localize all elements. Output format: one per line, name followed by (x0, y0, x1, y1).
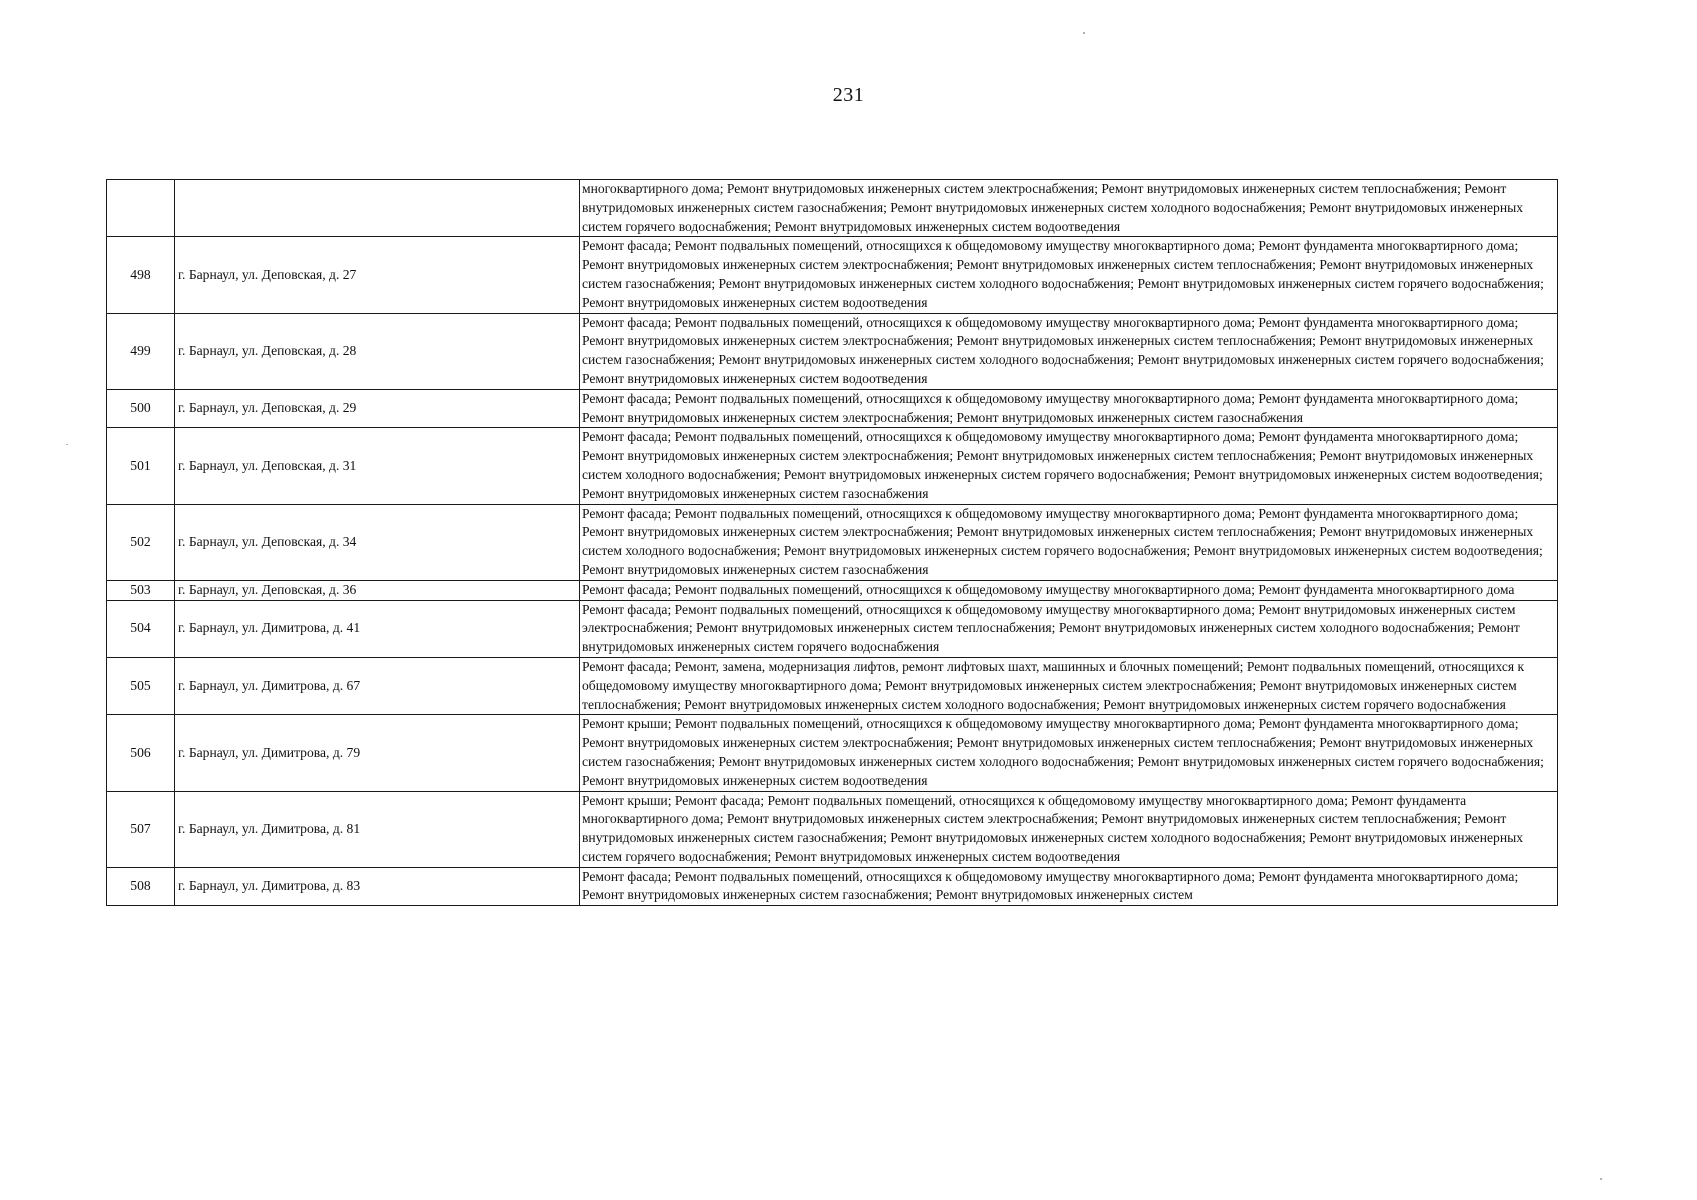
row-works: Ремонт фасада; Ремонт подвальных помещений, относящихся к общедомовому имуществу многоквартирного дома; Ремонт фундамента многоквартирного дома (580, 580, 1558, 600)
row-works: Ремонт фасада; Ремонт подвальных помещений, относящихся к общедомовому имуществу многоквартирного дома; Ремонт фундамента многоквартирного дома; Ремонт внутридомовых инженерных систем электроснабжения; Ремонт внутридомовых инженерных систем теплоснабжения; Ремонт внутридомовых инженерных систем газоснабжения; Ремонт внутридомовых инженерных систем холодного водоснабжения; Ремонт внутридомовых инженерных систем горячего водоснабжения; Ремонт внутридомовых инженерных систем водоотведения (580, 237, 1558, 313)
table-row (107, 580, 1558, 600)
row-number: 498 (107, 237, 175, 313)
table-row (107, 389, 1558, 428)
row-address: г. Барнаул, ул. Деповская, д. 36 (175, 580, 580, 600)
row-address: г. Барнаул, ул. Деповская, д. 28 (175, 313, 580, 389)
row-number: 500 (107, 389, 175, 428)
row-works: многоквартирного дома; Ремонт внутридомовых инженерных систем электроснабжения; Ремонт внутридомовых инженерных систем теплоснабжения; Ремонт внутридомовых инженерных систем газоснабжения; Ремонт внутридомовых инженерных систем холодного водоснабжения; Ремонт внутридомовых инженерных систем горячего водоснабжения; Ремонт внутридомовых инженерных систем водоотведения (580, 180, 1558, 237)
table-row (107, 600, 1558, 657)
row-address: г. Барнаул, ул. Димитрова, д. 81 (175, 791, 580, 867)
row-works: Ремонт крыши; Ремонт фасада; Ремонт подвальных помещений, относящихся к общедомовому имуществу многоквартирного дома; Ремонт фундамента многоквартирного дома; Ремонт внутридомовых инженерных систем электроснабжения; Ремонт внутридомовых инженерных систем теплоснабжения; Ремонт внутридомовых инженерных систем газоснабжения; Ремонт внутридомовых инженерных систем холодного водоснабжения; Ремонт внутридомовых инженерных систем горячего водоснабжения; Ремонт внутридомовых инженерных систем водоотведения (580, 791, 1558, 867)
page-number: 231 (832, 84, 865, 106)
row-address: г. Барнаул, ул. Димитрова, д. 83 (175, 867, 580, 906)
row-number: 501 (107, 428, 175, 504)
table-row (107, 180, 1558, 237)
row-number: 508 (107, 867, 175, 906)
row-number: 506 (107, 715, 175, 791)
table-row (107, 715, 1558, 791)
row-works: Ремонт фасада; Ремонт подвальных помещений, относящихся к общедомовому имуществу многоквартирного дома; Ремонт фундамента многоквартирного дома; Ремонт внутридомовых инженерных систем электроснабжения; Ремонт внутридомовых инженерных систем теплоснабжения; Ремонт внутридомовых инженерных систем холодного водоснабжения; Ремонт внутридомовых инженерных систем горячего водоснабжения; Ремонт внутридомовых инженерных систем водоотведения; Ремонт внутридомовых инженерных систем газоснабжения (580, 428, 1558, 504)
row-number: 507 (107, 791, 175, 867)
table-row (107, 313, 1558, 389)
row-address: г. Барнаул, ул. Димитрова, д. 79 (175, 715, 580, 791)
row-works: Ремонт фасада; Ремонт подвальных помещений, относящихся к общедомовому имуществу многоквартирного дома; Ремонт фундамента многоквартирного дома; Ремонт внутридомовых инженерных систем электроснабжения; Ремонт внутридомовых инженерных систем теплоснабжения; Ремонт внутридомовых инженерных систем холодного водоснабжения; Ремонт внутридомовых инженерных систем горячего водоснабжения; Ремонт внутридомовых инженерных систем водоотведения; Ремонт внутридомовых инженерных систем газоснабжения (580, 504, 1558, 580)
row-works: Ремонт фасада; Ремонт подвальных помещений, относящихся к общедомовому имуществу многоквартирного дома; Ремонт фундамента многоквартирного дома; Ремонт внутридомовых инженерных систем электроснабжения; Ремонт внутридомовых инженерных систем теплоснабжения; Ремонт внутридомовых инженерных систем газоснабжения; Ремонт внутридомовых инженерных систем холодного водоснабжения; Ремонт внутридомовых инженерных систем горячего водоснабжения; Ремонт внутридомовых инженерных систем водоотведения (580, 313, 1558, 389)
row-number: 504 (107, 600, 175, 657)
table-row (107, 237, 1558, 313)
housing-repair-table (106, 179, 1558, 906)
table-row (107, 504, 1558, 580)
table-row (107, 428, 1558, 504)
row-number: 503 (107, 580, 175, 600)
row-works: Ремонт фасада; Ремонт подвальных помещений, относящихся к общедомовому имуществу многоквартирного дома; Ремонт внутридомовых инженерных систем электроснабжения; Ремонт внутридомовых инженерных систем теплоснабжения; Ремонт внутридомовых инженерных систем холодного водоснабжения; Ремонт внутридомовых инженерных систем горячего водоснабжения (580, 600, 1558, 657)
row-works: Ремонт крыши; Ремонт подвальных помещений, относящихся к общедомовому имуществу многоквартирного дома; Ремонт фундамента многоквартирного дома; Ремонт внутридомовых инженерных систем электроснабжения; Ремонт внутридомовых инженерных систем теплоснабжения; Ремонт внутридомовых инженерных систем газоснабжения; Ремонт внутридомовых инженерных систем холодного водоснабжения; Ремонт внутридомовых инженерных систем горячего водоснабжения; Ремонт внутридомовых инженерных систем водоотведения (580, 715, 1558, 791)
row-address: г. Барнаул, ул. Деповская, д. 34 (175, 504, 580, 580)
row-works: Ремонт фасада; Ремонт подвальных помещений, относящихся к общедомовому имуществу многоквартирного дома; Ремонт фундамента многоквартирного дома; Ремонт внутридомовых инженерных систем электроснабжения; Ремонт внутридомовых инженерных систем газоснабжения (580, 389, 1558, 428)
row-address: г. Барнаул, ул. Димитрова, д. 41 (175, 600, 580, 657)
row-number: 505 (107, 657, 175, 714)
row-number (107, 180, 175, 237)
table-row (107, 657, 1558, 714)
row-address: г. Барнаул, ул. Деповская, д. 27 (175, 237, 580, 313)
table-row (107, 791, 1558, 867)
row-address: г. Барнаул, ул. Димитрова, д. 67 (175, 657, 580, 714)
row-address (175, 180, 580, 237)
row-address: г. Барнаул, ул. Деповская, д. 31 (175, 428, 580, 504)
row-works: Ремонт фасада; Ремонт, замена, модернизация лифтов, ремонт лифтовых шахт, машинных и блочных помещений; Ремонт подвальных помещений, относящихся к общедомовому имуществу многоквартирного дома; Ремонт внутридомовых инженерных систем электроснабжения; Ремонт внутридомовых инженерных систем теплоснабжения; Ремонт внутридомовых инженерных систем холодного водоснабжения; Ремонт внутридомовых инженерных систем горячего водоснабжения (580, 657, 1558, 714)
row-number: 502 (107, 504, 175, 580)
row-works: Ремонт фасада; Ремонт подвальных помещений, относящихся к общедомовому имуществу многоквартирного дома; Ремонт фундамента многоквартирного дома; Ремонт внутридомовых инженерных систем газоснабжения; Ремонт внутридомовых инженерных систем (580, 867, 1558, 906)
row-number: 499 (107, 313, 175, 389)
row-address: г. Барнаул, ул. Деповская, д. 29 (175, 389, 580, 428)
table-row (107, 867, 1558, 906)
